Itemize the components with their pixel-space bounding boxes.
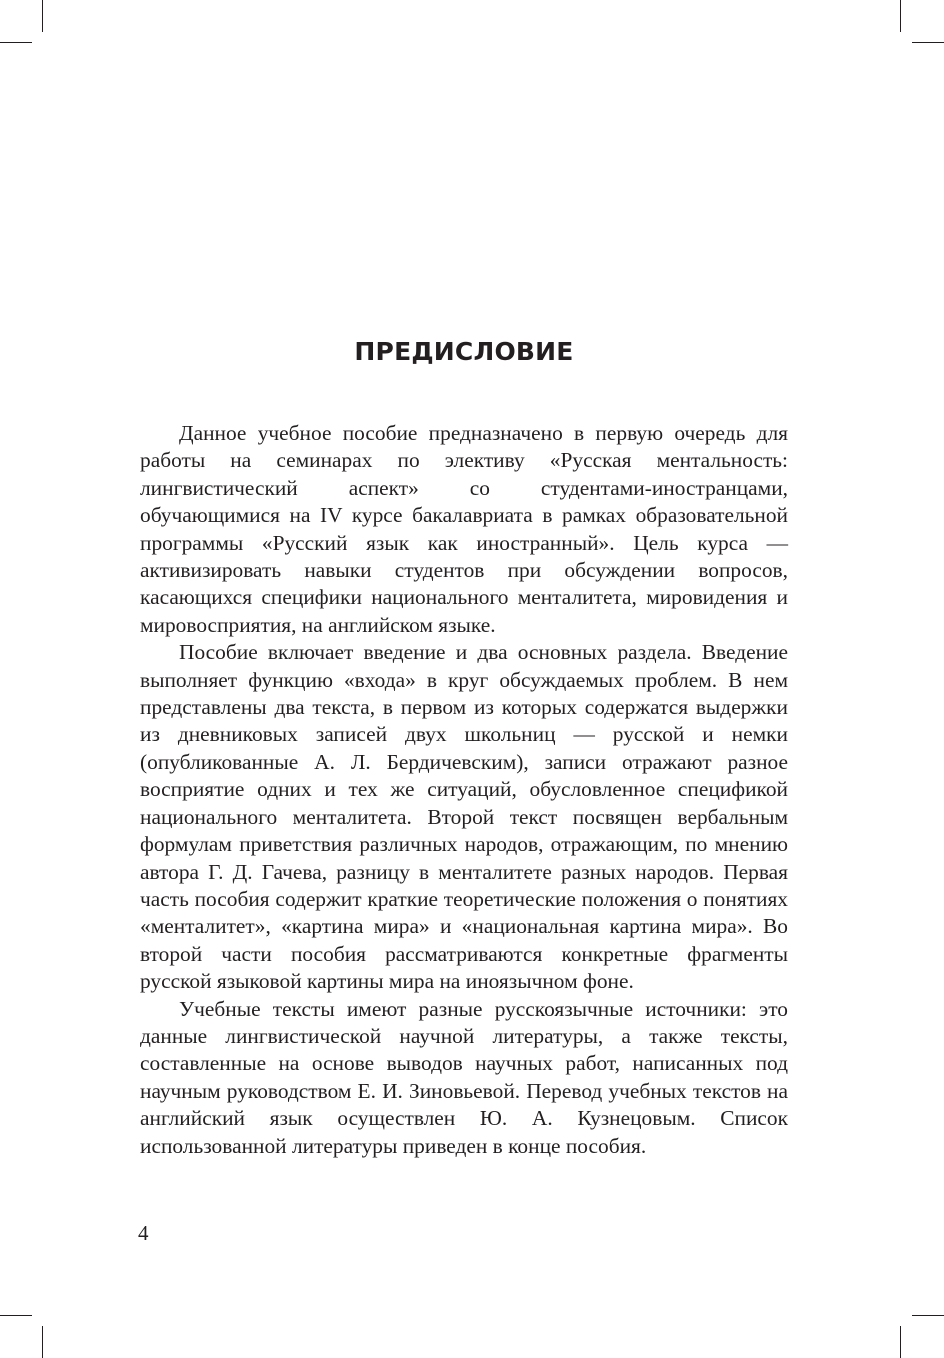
- crop-mark-top-right-h: [912, 42, 944, 43]
- paragraph: Пособие включает введение и два основных раздела. Введение выполняет функцию «входа» в круг обсуждаемых проблем. В нем представлены два текста, в первом из которых содержатся выдержки из дневниковых записей двух школьниц — русской и немки (опубликованные А. Л. Бердичевским), записи отражают разное восприятие одних и тех же ситуаций, обусловленное спецификой национального менталитета. Второй текст посвящен вербальным формулам приветствия различных народов, отражающим, по мнению автора Г. Д. Гачева, разницу в менталитете разных народов. Первая часть пособия содержит краткие теоретические положения о понятиях «менталитет», «картина мира» и «национальная картина мира». Во второй части пособия рассматриваются конкретные фрагменты русской языковой картины мира на иноязычном фоне.: [140, 640, 788, 994]
- page-number: 4: [138, 1221, 149, 1245]
- crop-mark-bottom-right-h: [912, 1315, 944, 1316]
- crop-mark-bottom-left-h: [0, 1315, 32, 1316]
- preface-body: [140, 420, 788, 1160]
- page-title: ПРЕДИСЛОВИЕ: [354, 337, 574, 366]
- crop-mark-bottom-left-v: [42, 1326, 43, 1358]
- paragraph: Данное учебное пособие предназначено в первую очередь для работы на семинарах по элективу «Русская ментальность: лингвистический аспект» со студентами-иностранцами, обучающимися на IV курсе бакалавриата в рамках образовательной программы «Русский язык как иностранный». Цель курса — активизировать навыки студентов при обсуждении вопросов, касающихся специфики национального менталитета, мировидения и мировосприятия, на английском языке.: [140, 421, 788, 637]
- crop-mark-top-left-v: [42, 0, 43, 32]
- crop-mark-top-left-h: [0, 42, 32, 43]
- paragraph: Учебные тексты имеют разные русскоязычные источники: это данные лингвистической научной литературы, а также тексты, составленные на основе выводов научных работ, написанных под научным руководством Е. И. Зиновьевой. Перевод учебных текстов на английский язык осуществлен Ю. А. Кузнецовым. Список использованной литературы приведен в конце пособия.: [140, 996, 788, 1158]
- crop-mark-bottom-right-v: [900, 1326, 901, 1358]
- crop-mark-top-right-v: [900, 0, 901, 32]
